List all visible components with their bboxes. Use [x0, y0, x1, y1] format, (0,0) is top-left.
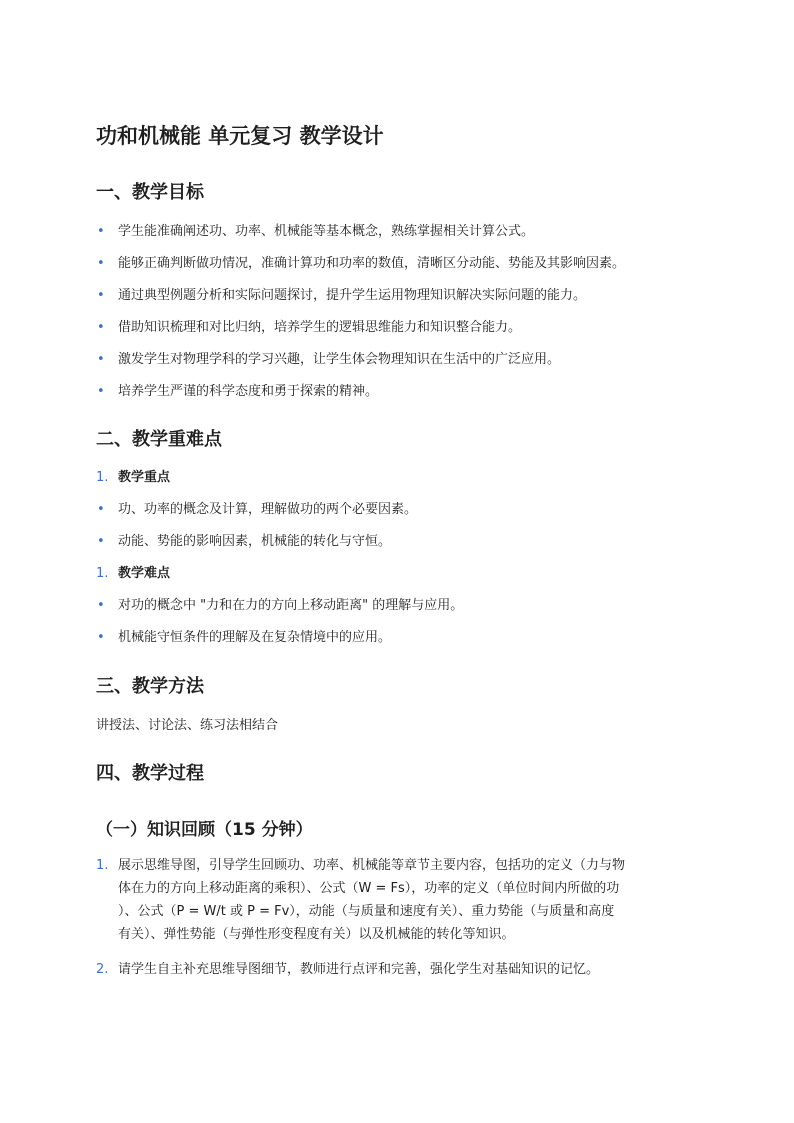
list-item [96, 319, 696, 337]
step-2-text: 请学生自主补充思维导图细节，教师进行点评和完善，强化学生对基础知识的记忆。 [118, 962, 600, 977]
list-item-text: 功、功率的概念及计算，理解做功的两个必要因素。 [118, 502, 418, 517]
process-step-1 [96, 854, 696, 946]
key-label: 教学重点 [118, 470, 171, 485]
list-item [96, 533, 696, 551]
list-item [96, 629, 696, 647]
list-item-text: 对功的概念中 "力和在力的方向上移动距离" 的理解与应用。 [118, 598, 464, 613]
list-item-text: 通过典型例题分析和实际问题探讨，提升学生运用物理知识解决实际问题的能力。 [118, 288, 587, 303]
bullet-icon: • [97, 352, 105, 367]
list-item [96, 351, 696, 369]
subsection-heading-review: （一）知识回顾（15 分钟） [96, 820, 313, 840]
process-step-2 [96, 958, 696, 981]
bullet-icon: • [97, 320, 105, 335]
list-item-diff-label [96, 565, 696, 583]
list-item-key-label [96, 469, 696, 487]
bullet-icon: • [97, 288, 105, 303]
step-1-line: ）、公式（P = W/t 或 P = Fv），动能（与质量和速度有关）、重力势能（与质量和高度 [118, 904, 615, 919]
list-number: 1. [96, 566, 109, 581]
methods-text: 讲授法、讨论法、练习法相结合 [96, 718, 279, 733]
list-item [96, 223, 696, 241]
bullet-icon: • [97, 534, 105, 549]
list-item [96, 287, 696, 305]
step-1-line: 体在力的方向上移动距离的乘积）、公式（W = Fs），功率的定义（单位时间内所做的功 [118, 881, 620, 896]
section-heading-key-points: 二、教学重难点 [96, 429, 222, 450]
section-heading-objectives: 一、教学目标 [96, 182, 204, 203]
difficulty-label: 教学难点 [118, 566, 171, 581]
document-title: 功和机械能 单元复习 教学设计 [96, 124, 384, 148]
list-item-text: 培养学生严谨的科学态度和勇于探索的精神。 [118, 384, 379, 399]
list-item-text: 动能、势能的影响因素，机械能的转化与守恒。 [118, 534, 392, 549]
list-item [96, 597, 696, 615]
list-item-text: 机械能守恒条件的理解及在复杂情境中的应用。 [118, 630, 392, 645]
bullet-icon: • [97, 502, 105, 517]
bullet-icon: • [97, 224, 105, 239]
list-number: 2. [96, 962, 109, 977]
list-item [96, 383, 696, 401]
bullet-icon: • [97, 256, 105, 271]
list-item-text: 学生能准确阐述功、功率、机械能等基本概念，熟练掌握相关计算公式。 [118, 224, 535, 239]
list-number: 1. [96, 470, 109, 485]
list-item-text: 借助知识梳理和对比归纳，培养学生的逻辑思维能力和知识整合能力。 [118, 320, 522, 335]
bullet-icon: • [97, 630, 105, 645]
step-1-line: 有关）、弹性势能（与弹性形变程度有关）以及机械能的转化等知识。 [118, 927, 515, 942]
section-heading-process: 四、教学过程 [96, 763, 204, 784]
bullet-icon: • [97, 384, 105, 399]
bullet-icon: • [97, 598, 105, 613]
step-1-line: 展示思维导图，引导学生回顾功、功率、机械能等章节主要内容，包括功的定义（力与物 [118, 858, 626, 873]
list-number: 1. [96, 858, 109, 873]
list-item [96, 501, 696, 519]
key-points-list [96, 469, 696, 661]
list-item-text: 激发学生对物理学科的学习兴趣，让学生体会物理知识在生活中的广泛应用。 [118, 352, 561, 367]
section-heading-methods: 三、教学方法 [96, 676, 204, 697]
list-item [96, 255, 696, 273]
objectives-list [96, 223, 696, 415]
list-item-text: 能够正确判断做功情况，准确计算功和功率的数值，清晰区分动能、势能及其影响因素。 [118, 256, 626, 271]
